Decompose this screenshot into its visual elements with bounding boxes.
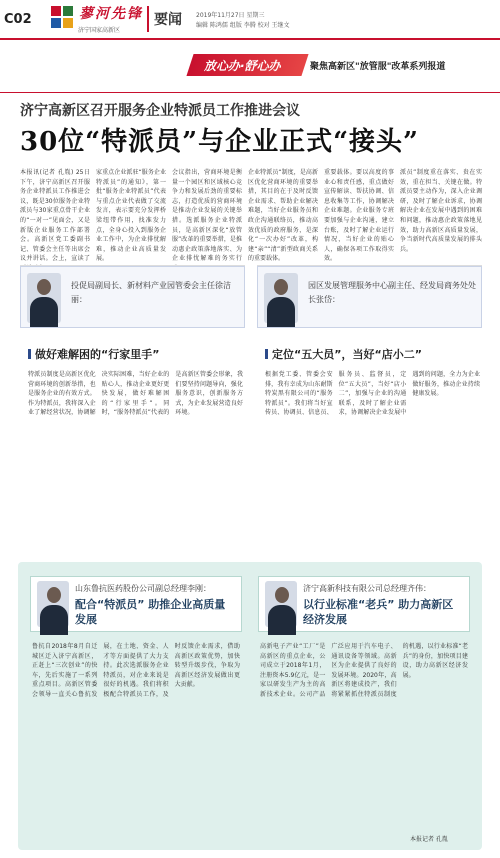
enterprise-card xyxy=(30,576,242,632)
enterprise-voices-box xyxy=(18,562,482,850)
interview-body: 特派员制度是高新区优化营商环境的创新举措，也是服务企业的有效方式。作为特派员，我将深入企业了解经营状况，协调解决实际困难，当好企业的贴心人，推动企业更好更快发展，做好难解困的“行家里手”。同时，“服务特派员”代表的是高新区管委会形象，我们要坚持问题导向，强化服务意识，创新服务方式，为企业发展营造良好环境。 xyxy=(28,371,243,417)
interviewee: 济宁高新科技有限公司总经理齐伟： xyxy=(303,584,431,593)
article-subhead: 济宁高新区召开服务企业特派员工作推进会议 xyxy=(20,103,300,119)
interview-title: 做好难解困的“行家里手” xyxy=(28,346,159,362)
interview-title: 配合“特派员” 助推企业高质量发展 xyxy=(75,598,226,626)
article-column: 会议指出，营商环境是衡量一个园区和区域核心竞争力和发展后劲的重要标志，打造优质的营商环境是推动企业发展的关键举措。选派服务企业特派员，是高新区深化“放管服”改革的重要举措，是推动惠企政策落地落实、为企业排忧解难的务实行 xyxy=(172,169,242,263)
interview-body: 根据党工委、管委会安排，我有幸成为山东耐斯特炭黑有限公司的“服务特派员”。我们将当好宣传员、协调员、信息员、服务员、监督员，定位“五大员”，当好“店小二”，加强与企业的沟通联系，及时了解企业需求，协调解决企业发展中遇到的问题，全力为企业做好服务，推动企业持续健康发展。 xyxy=(265,371,480,417)
banner-slogan: 放心办·舒心办 xyxy=(204,59,281,73)
article-column: 企业特派员“制度，是高新区优化营商环境的重要举措，其目的在于及时反馈企业需求、帮助企业解决难题，当好企业服务员和政企沟通联络员，推动高效优质的政府服务，是深化“一次办好”改革，构建“亲”“清”新型政商关系的重要载体。 xyxy=(248,169,318,263)
portrait-photo xyxy=(264,273,298,323)
article-column: 本报讯(记者 孔胤) 25日下午，济宁高新区召开服务企业特派员工作推进会议，既是30位服务企业特派员与30家重点骨干企业的“一对一”见面会，又是新版企业服务工作部署会。高新区党工委副书记、管委会主任等出席会议并讲话。会上，宣读了 xyxy=(20,169,90,263)
enterprise-card xyxy=(258,576,470,632)
series-banner xyxy=(190,52,480,78)
interview-left xyxy=(20,265,245,545)
logo-icon xyxy=(50,5,74,29)
masthead xyxy=(0,0,500,40)
interviewee: 投促局副局长、新材料产业园管委会主任徐洁丽： xyxy=(71,281,231,304)
article-column: 家重点企业派驻“服务企业特派员”的通知》，第一批“服务企业特派员”代表与重点企业代表做了交流发言，表示要充分发挥桥梁纽带作用，找准发力点，全身心投入到服务企业工作中，为企业排忧解难，推动企业高质量发展。 xyxy=(96,169,166,263)
interview-body: 鲁抗自2018年8月自迁城区迁入济宁高新区，正赶上“三次创业”的快车，先后实施了一系列重点项目。高新区管委会领导一直关心鲁抗发展，在土地、资金、人才等方面提供了大力支持。此次选派服务企业特派员，对企业来说是很好的机遇。我们将积极配合特派员工作，及时反馈企业需求，借助高新区政策优势，加快转型升级步伐，争取为高新区经济发展做出更大贡献。 xyxy=(32,643,240,698)
issue-date: 2019年11月27日 星期三 xyxy=(196,12,265,19)
interview-body: 高新电子产业“工厂”是高新区的重点企业，公司成立于2018年1月，注册资本5.9亿元，是一家以研发生产为主的高新技术企业。公司产品广泛应用于汽车电子、通讯设备等领域。高新区为企业提供了良好的发展环境。2020年，高新区将建成投产，我们将紧紧抓住特派员制度的机遇，以行业标准“老兵”的身份，加快项目建设，助力高新区经济发展。 xyxy=(260,643,468,698)
portrait-photo xyxy=(265,581,297,627)
article-column: 派员”制度重在落实、贵在实效，重在担当、关键在做。特派员要主动作为，深入企业调研，及时了解企业诉求，协调解决企业在发展中遇到的困难和问题，推动惠企政策落地见效，助力高新区高质量发展，争当新时代高质量发展的排头兵。 xyxy=(400,169,482,253)
interview-title: 定位“五大员”，当好“店小二” xyxy=(265,346,422,362)
interview-card xyxy=(20,266,245,328)
article-headline: 30位“特派员”与企业正式“接头” xyxy=(20,127,420,157)
interview-card xyxy=(257,266,482,328)
interview-right xyxy=(257,265,482,545)
brand-subtitle: 济宁国家高新区 xyxy=(78,27,121,34)
interviewee: 园区发展管理服务中心副主任、经发局商务处处长张岱： xyxy=(308,281,476,304)
portrait-photo xyxy=(27,273,61,323)
masthead-divider xyxy=(147,6,149,32)
section-name: 要闻 xyxy=(154,12,182,28)
brand-title: 蓼河先锋 xyxy=(79,6,143,22)
divider xyxy=(0,92,500,93)
page-number: C02 xyxy=(4,12,32,27)
banner-series-title: 聚焦高新区"放管服"改革系列报道 xyxy=(310,62,446,72)
portrait-photo xyxy=(37,581,69,627)
interview-title: 以行业标准“老兵” 助力高新区经济发展 xyxy=(303,598,454,626)
byline: 本报记者 孔胤 xyxy=(410,836,448,843)
editor-credits: 编辑 陈鸿儒 组版 李腾 校对 王继文 xyxy=(196,22,290,29)
article-column: 重要载体。要以高度的事业心和责任感，重点做好宣传解读、帮扶协调、信息收集等工作，协调解决企业难题。企业服务专班要加强与企业沟通，建立台账，及时了解企业运行情况，当好企业的贴心人，确保各项工作取得实效。 xyxy=(324,169,394,263)
interviewee: 山东鲁抗医药股份公司副总经理李刚： xyxy=(75,584,211,593)
